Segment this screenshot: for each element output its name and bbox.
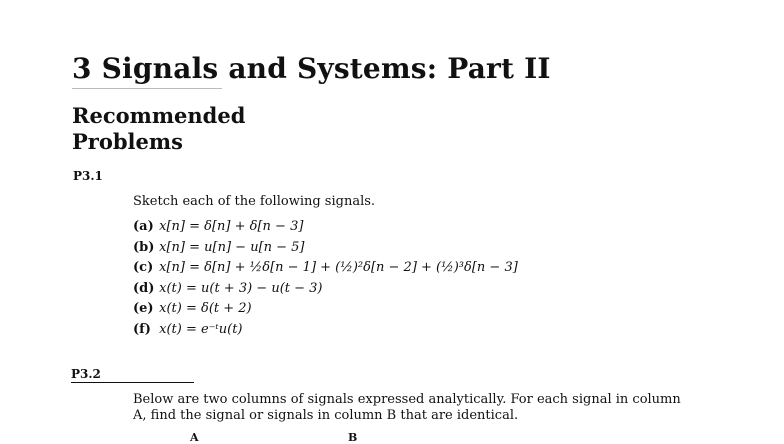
- item-expression: x(t) = e⁻ᵗu(t): [159, 321, 243, 337]
- problem-item: [133, 258, 518, 279]
- problem-intro-p3-1: Sketch each of the following signals.: [133, 194, 376, 209]
- problem-item: [133, 320, 518, 341]
- item-expression: x(t) = u(t + 3) − u(t − 3): [159, 280, 323, 296]
- problem-rule-p3-2: [71, 382, 194, 383]
- item-expression: x(t) = δ(t + 2): [159, 301, 252, 316]
- item-label: (d): [133, 280, 155, 296]
- title-underline: [72, 88, 222, 89]
- item-label: (f): [133, 321, 151, 337]
- problem-label-p3-2: P3.2: [71, 367, 101, 381]
- problem-text-line2: A, find the signal or signals in column B that are identical.: [133, 408, 519, 423]
- column-b-heading: B: [348, 431, 358, 444]
- item-expression: x[n] = δ[n] + δ[n − 3]: [159, 219, 304, 234]
- item-expression: x[n] = u[n] − u[n − 5]: [159, 239, 305, 255]
- problem-item: [133, 279, 518, 300]
- problem-item: [133, 217, 518, 238]
- problem-label-p3-1: P3.1: [73, 169, 103, 183]
- problem-text-p3-2: [133, 392, 681, 424]
- item-label: (b): [133, 239, 155, 255]
- item-label: (a): [133, 219, 154, 234]
- section-title: [72, 103, 245, 155]
- item-label: (e): [133, 301, 154, 316]
- item-label: (c): [133, 260, 154, 275]
- problem-items-p3-1: [133, 217, 518, 340]
- problem-item: [133, 299, 518, 320]
- item-expression: x[n] = δ[n] + ½δ[n − 1] + (½)²δ[n − 2] + (½)³δ[n − 3]: [159, 260, 518, 275]
- section-title-line2: Problems: [72, 129, 183, 154]
- problem-item: [133, 238, 518, 259]
- chapter-title: 3 Signals and Systems: Part II: [72, 52, 551, 85]
- column-a-heading: A: [190, 431, 199, 444]
- problem-text-line1: Below are two columns of signals expressed analytically. For each signal in column: [133, 392, 681, 407]
- section-title-line1: Recommended: [72, 103, 246, 128]
